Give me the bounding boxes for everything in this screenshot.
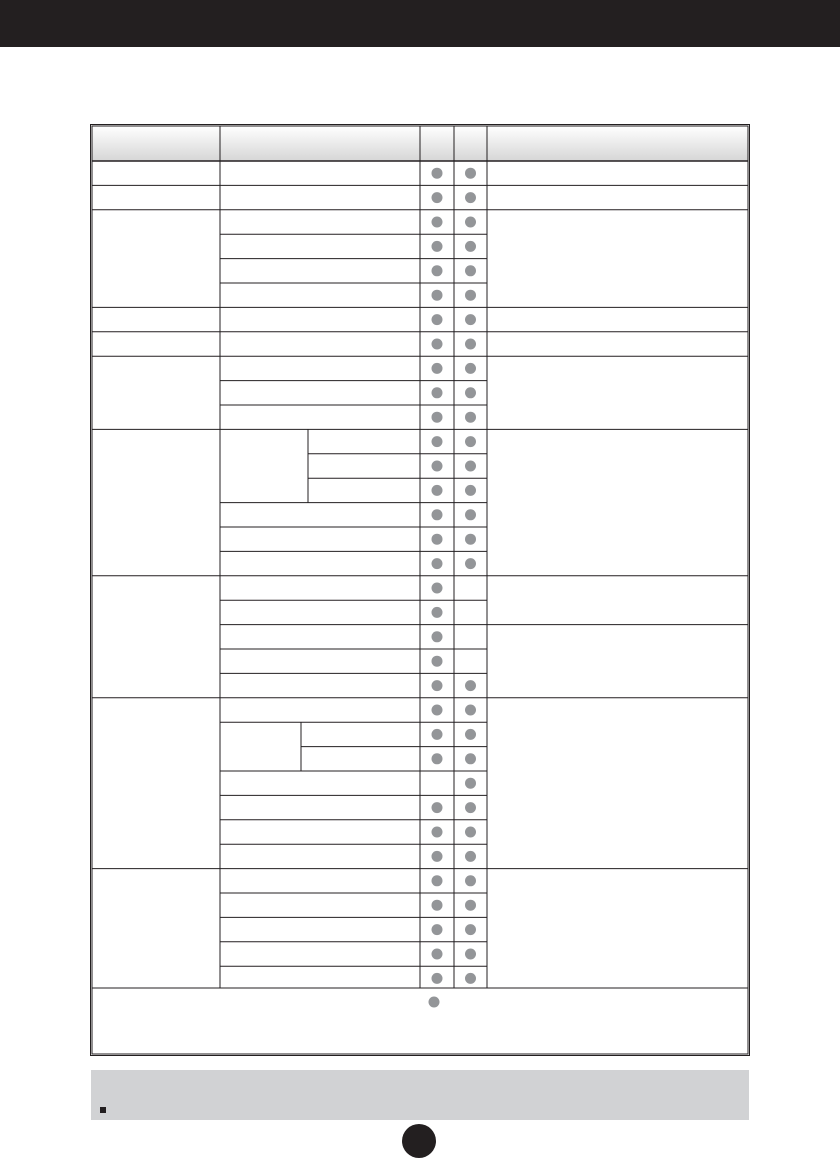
availability-dot — [432, 509, 443, 520]
availability-dot — [465, 461, 476, 472]
availability-dot — [432, 705, 443, 716]
availability-dot — [465, 802, 476, 813]
availability-dot — [432, 973, 443, 984]
availability-dot — [432, 290, 443, 301]
availability-dot — [465, 485, 476, 496]
availability-dot — [465, 851, 476, 862]
page-number-badge — [402, 1124, 436, 1158]
availability-dot — [465, 729, 476, 740]
availability-dot — [432, 680, 443, 691]
availability-dot — [432, 802, 443, 813]
availability-dot — [432, 363, 443, 374]
availability-dot — [465, 241, 476, 252]
availability-dot — [432, 924, 443, 935]
availability-dot — [465, 192, 476, 203]
availability-dot — [465, 217, 476, 228]
availability-dot — [432, 485, 443, 496]
legend-dot — [429, 997, 440, 1008]
availability-dot — [465, 387, 476, 398]
availability-dot — [432, 827, 443, 838]
availability-dot — [432, 241, 443, 252]
availability-dot — [465, 290, 476, 301]
availability-dot — [432, 314, 443, 325]
availability-dot — [432, 875, 443, 886]
availability-dot — [432, 753, 443, 764]
availability-dot — [432, 217, 443, 228]
availability-dot — [432, 339, 443, 350]
availability-dot — [432, 851, 443, 862]
availability-dot — [465, 314, 476, 325]
availability-dot — [432, 168, 443, 179]
availability-dot — [465, 949, 476, 960]
availability-dot — [465, 436, 476, 447]
availability-dot — [465, 534, 476, 545]
availability-dot — [465, 900, 476, 911]
availability-dot — [465, 827, 476, 838]
availability-dot — [465, 680, 476, 691]
availability-dot — [432, 949, 443, 960]
availability-dot — [465, 339, 476, 350]
availability-dot — [432, 583, 443, 594]
availability-dot — [465, 778, 476, 789]
availability-dot — [432, 387, 443, 398]
availability-dot — [432, 631, 443, 642]
availability-dot — [432, 900, 443, 911]
availability-dot — [465, 412, 476, 423]
availability-dot — [432, 461, 443, 472]
availability-dot — [432, 534, 443, 545]
note-bullet-icon — [100, 1107, 106, 1113]
note-box — [91, 1070, 749, 1120]
availability-dot — [465, 705, 476, 716]
availability-dot — [465, 753, 476, 764]
availability-dot — [465, 168, 476, 179]
availability-dot — [432, 436, 443, 447]
availability-dot — [432, 607, 443, 618]
availability-dot — [432, 412, 443, 423]
availability-dot — [432, 265, 443, 276]
availability-dot — [465, 509, 476, 520]
availability-dot — [432, 656, 443, 667]
availability-dot — [465, 924, 476, 935]
availability-dot — [465, 265, 476, 276]
availability-dot — [432, 729, 443, 740]
availability-dot — [465, 875, 476, 886]
availability-dot — [465, 558, 476, 569]
availability-dot — [432, 558, 443, 569]
availability-dot — [432, 192, 443, 203]
availability-dot — [465, 363, 476, 374]
availability-dot — [465, 973, 476, 984]
